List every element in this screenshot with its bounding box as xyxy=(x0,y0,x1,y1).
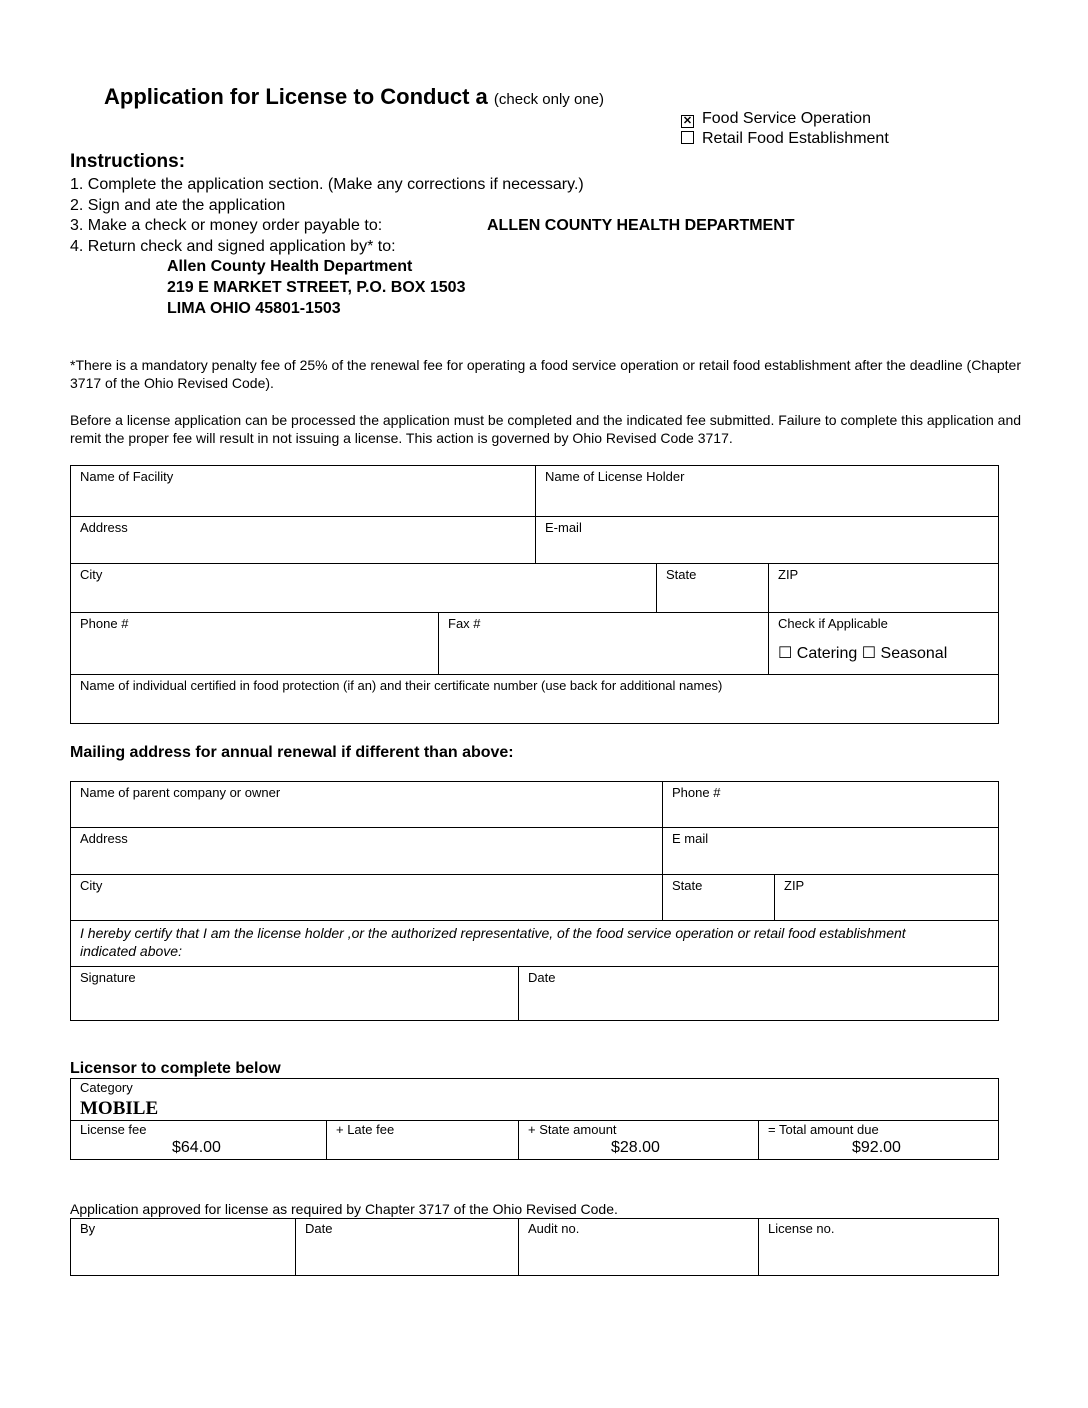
licensor-form xyxy=(70,1078,999,1160)
title-note: (check only one) xyxy=(493,91,604,108)
zip-field[interactable] xyxy=(769,564,998,613)
approval-date-field[interactable] xyxy=(296,1219,519,1275)
field-label: Name of parent company or owner xyxy=(80,785,281,800)
city-field[interactable] xyxy=(71,564,657,613)
facility-form xyxy=(70,465,999,724)
field-label: + Late fee xyxy=(336,1122,395,1137)
field-label: ZIP xyxy=(778,567,799,582)
mailing-form xyxy=(70,781,999,1021)
signature-field[interactable] xyxy=(71,967,519,1020)
category-field[interactable] xyxy=(71,1079,998,1121)
option-label: Retail Food Establishment xyxy=(702,130,889,147)
license-holder-field[interactable] xyxy=(536,466,998,517)
mailing-phone-field[interactable] xyxy=(663,782,998,828)
certify-text: I hereby certify that I am the license holder ,or the authorized representative, of the food service operation or retail food establishment indicated above: xyxy=(80,925,906,959)
category-value: MOBILE xyxy=(80,1098,159,1119)
field-label: Category xyxy=(80,1080,133,1095)
name-of-facility-field[interactable] xyxy=(71,466,536,517)
field-label: Name of individual certified in food protection (if an) and their certificate number (use back for additional names) xyxy=(80,678,723,693)
check-if-applicable-cell xyxy=(769,613,998,675)
approval-form xyxy=(70,1218,999,1276)
state-amount-field[interactable] xyxy=(519,1121,759,1159)
applicable-options xyxy=(778,643,947,663)
checkbox-icon[interactable] xyxy=(681,131,694,144)
field-label: E mail xyxy=(672,831,709,846)
address-field[interactable] xyxy=(71,517,536,564)
instruction-step: 1. Complete the application section. (Make any corrections if necessary.) xyxy=(70,176,584,193)
mailing-heading: Mailing address for annual renewal if different than above: xyxy=(70,744,514,761)
option-retail-food[interactable] xyxy=(681,130,889,148)
address-line: Allen County Health Department xyxy=(167,258,413,275)
mailing-city-field[interactable] xyxy=(71,875,663,921)
instruction-step: 2. Sign and ate the application xyxy=(70,197,286,214)
mailing-email-field[interactable] xyxy=(663,828,998,875)
field-label: State xyxy=(672,878,703,893)
total-amount-value: $92.00 xyxy=(852,1139,901,1156)
field-label: Date xyxy=(305,1221,333,1236)
field-label: License no. xyxy=(768,1221,835,1236)
mailing-zip-field[interactable] xyxy=(775,875,998,921)
mailing-state-field[interactable] xyxy=(663,875,775,921)
certified-individual-field[interactable] xyxy=(71,675,998,723)
mailing-address-field[interactable] xyxy=(71,828,663,875)
field-label: + State amount xyxy=(528,1122,617,1137)
field-label: Name of Facility xyxy=(80,469,174,484)
processing-note: Before a license application can be processed the application must be completed and the indicated fee submitted. Failure to complete this application and remit the proper fee will result in not issuing a license. This action is governed by Ohio Revised Code 3717. xyxy=(70,412,1022,446)
phone-field[interactable] xyxy=(71,613,439,675)
field-label: Signature xyxy=(80,970,136,985)
seasonal-label: Seasonal xyxy=(880,645,948,662)
instruction-step: 3. Make a check or money order payable to: xyxy=(70,217,383,234)
field-label: Phone # xyxy=(672,785,721,800)
form-title xyxy=(104,84,604,110)
address-line: LIMA OHIO 45801-1503 xyxy=(167,300,341,317)
field-label: Audit no. xyxy=(528,1221,580,1236)
signature-date-field[interactable] xyxy=(519,967,998,1020)
catering-checkbox[interactable]: ☐ xyxy=(778,645,793,662)
field-label: Fax # xyxy=(448,616,481,631)
licensor-heading: Licensor to complete below xyxy=(70,1060,281,1077)
fax-field[interactable] xyxy=(439,613,769,675)
field-label: By xyxy=(80,1221,96,1236)
option-food-service[interactable] xyxy=(681,110,871,128)
state-amount-value: $28.00 xyxy=(611,1139,660,1156)
field-label: ZIP xyxy=(784,878,805,893)
state-field[interactable] xyxy=(657,564,769,613)
approval-heading: Application approved for license as required by Chapter 3717 of the Ohio Revised Code. xyxy=(70,1201,618,1217)
title-text: Application for License to Conduct a xyxy=(104,84,488,109)
field-label: License fee xyxy=(80,1122,147,1137)
late-fee-field[interactable] xyxy=(327,1121,519,1159)
license-no-field[interactable] xyxy=(759,1219,998,1275)
field-label: City xyxy=(80,878,103,893)
field-label: State xyxy=(666,567,697,582)
option-label: Food Service Operation xyxy=(702,110,871,127)
license-fee-value: $64.00 xyxy=(172,1139,221,1156)
field-label: Address xyxy=(80,831,128,846)
payable-to: ALLEN COUNTY HEALTH DEPARTMENT xyxy=(487,217,795,234)
checked-box-icon[interactable]: ✕ xyxy=(682,115,693,127)
instructions-heading: Instructions: xyxy=(70,151,186,172)
field-label: Address xyxy=(80,520,128,535)
field-label: Phone # xyxy=(80,616,129,631)
audit-no-field[interactable] xyxy=(519,1219,759,1275)
field-label: Name of License Holder xyxy=(545,469,685,484)
certification-statement xyxy=(71,921,998,967)
seasonal-checkbox[interactable]: ☐ xyxy=(861,645,877,662)
penalty-note: *There is a mandatory penalty fee of 25% of the renewal fee for operating a food service operation or retail food establishment after the deadline (Chapter 3717 of the Ohio Revised Code). xyxy=(70,357,1022,391)
field-label: City xyxy=(80,567,103,582)
total-amount-field[interactable] xyxy=(759,1121,998,1159)
field-label: Check if Applicable xyxy=(778,616,888,631)
catering-label: Catering xyxy=(796,645,858,662)
field-label: = Total amount due xyxy=(768,1122,879,1137)
instruction-step: 4. Return check and signed application by* to: xyxy=(70,238,396,255)
email-field[interactable] xyxy=(536,517,998,564)
approved-by-field[interactable] xyxy=(71,1219,296,1275)
license-fee-field[interactable] xyxy=(71,1121,327,1159)
field-label: Date xyxy=(528,970,556,985)
field-label: E-mail xyxy=(545,520,582,535)
parent-company-field[interactable] xyxy=(71,782,663,828)
address-line: 219 E MARKET STREET, P.O. BOX 1503 xyxy=(167,279,466,296)
